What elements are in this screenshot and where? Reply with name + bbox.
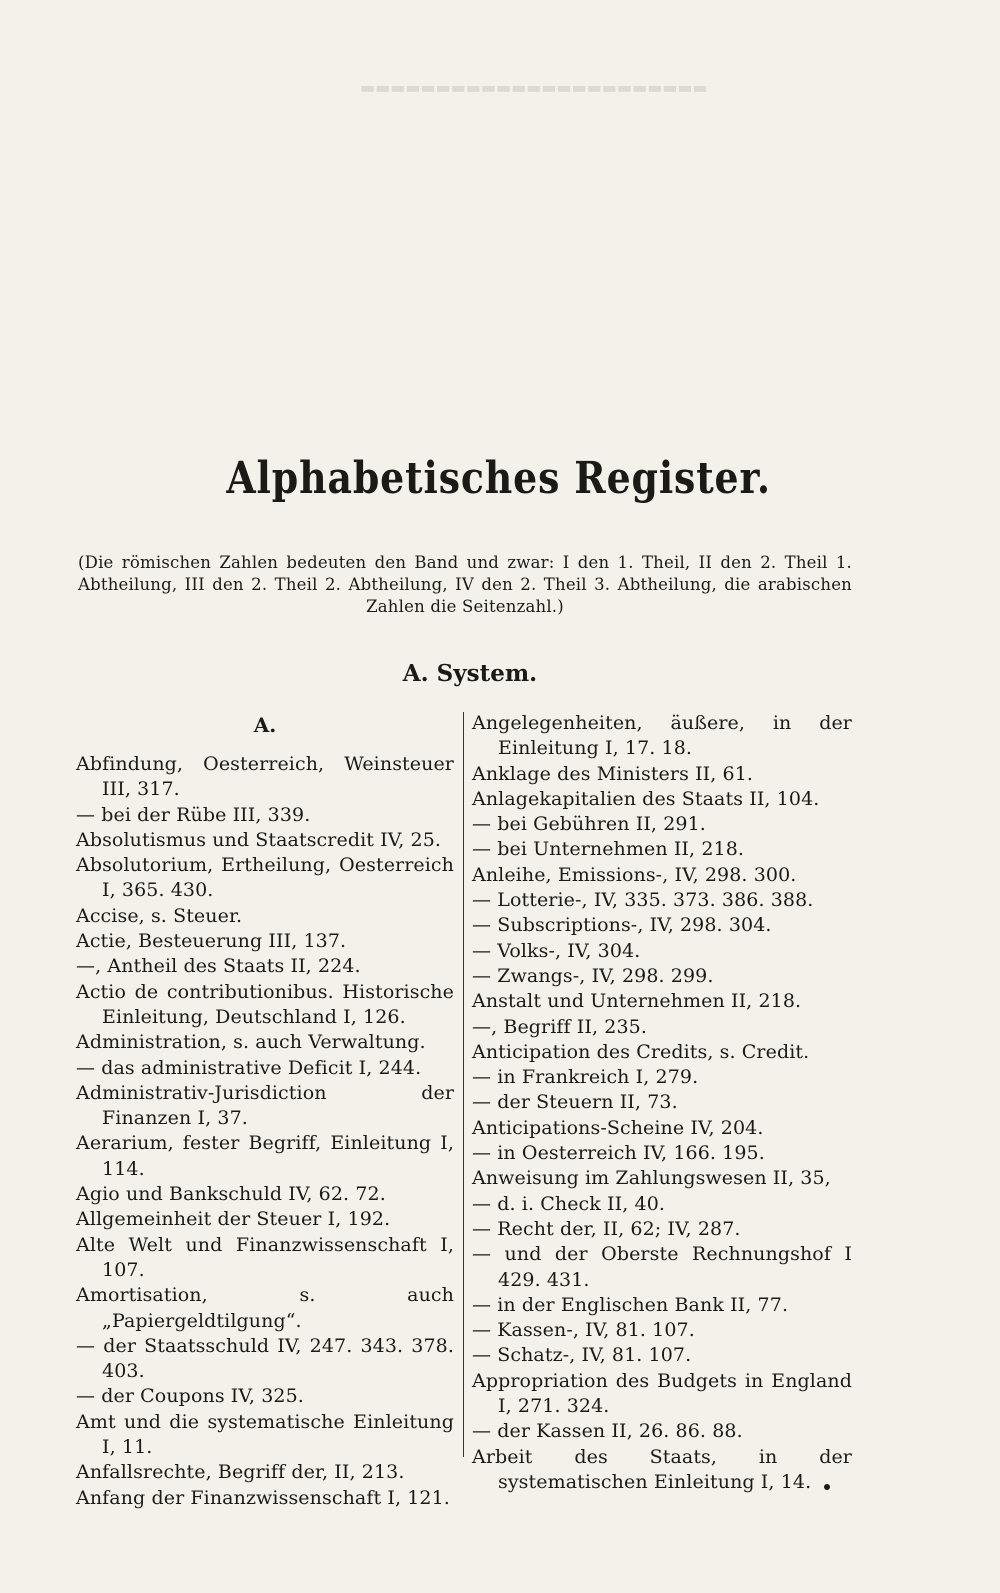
letter-heading: A. bbox=[253, 713, 277, 737]
column-divider bbox=[463, 712, 464, 1457]
bleed-through-header: ▬▬▬▬▬▬▬▬▬▬▬▬▬▬▬▬▬▬▬▬▬▬▬ bbox=[360, 78, 708, 97]
index-entry: Actio de contributionibus. Historische Einleitung, Deutschland I, 126. bbox=[76, 980, 454, 1028]
index-entry: — bei Gebühren II, 291. bbox=[472, 813, 706, 836]
index-entry: Allgemeinheit der Steuer I, 192. bbox=[76, 1208, 391, 1231]
index-entry: Arbeit des Staats, in der systematischen Einleitung I, 14. bbox=[472, 1445, 852, 1493]
index-entry: Angelegenheiten, äußere, in der Einleitung I, 17. 18. bbox=[472, 712, 852, 760]
index-entry: Actie, Besteuerung III, 137. bbox=[76, 930, 347, 953]
index-entry: Agio und Bankschuld IV, 62. 72. bbox=[76, 1183, 386, 1206]
index-entry: Administrativ-Jurisdiction der Finanzen I, 37. bbox=[76, 1081, 454, 1130]
index-entry: Aerarium, fester Begriff, Einleitung I, 114. bbox=[76, 1132, 454, 1180]
index-entry: Alte Welt und Finanzwissenschaft I, 107. bbox=[76, 1233, 454, 1281]
explanatory-note: (Die römischen Zahlen bedeuten den Band und zwar: I den 1. Theil, II den 2. Theil 1. Abtheilung, III den 2. Theil 2. Abtheilung, IV den 2. Theil 3. Abtheilung, die arabischen Zahlen die Seitenzahl.) bbox=[78, 553, 852, 616]
index-entry: Anstalt und Unternehmen II, 218. bbox=[472, 990, 802, 1013]
index-entry: —, Antheil des Staats II, 224. bbox=[76, 955, 361, 978]
index-entry: Anlagekapitalien des Staats II, 104. bbox=[472, 787, 820, 810]
index-entry: — Zwangs-, IV, 298. 299. bbox=[472, 964, 714, 987]
index-entry: — Kassen-, IV, 81. 107. bbox=[472, 1319, 695, 1342]
index-entry: Abfindung, Oesterreich, Weinsteuer III, 317. bbox=[76, 753, 454, 801]
index-entry: Amt und die systematische Einleitung I, 11. bbox=[76, 1410, 454, 1459]
index-entry: —, Begriff II, 235. bbox=[472, 1015, 648, 1038]
index-entry: Anleihe, Emissions-, IV, 298. 300. bbox=[472, 863, 797, 886]
index-entry: — der Kassen II, 26. 86. 88. bbox=[472, 1420, 743, 1443]
index-entry: Amortisation, s. auch „Papiergeldtilgung“. bbox=[76, 1284, 454, 1332]
index-entry: — bei Unternehmen II, 218. bbox=[472, 838, 745, 861]
printer-dot bbox=[824, 1484, 830, 1490]
index-entry: — der Steuern II, 73. bbox=[472, 1091, 678, 1114]
index-entry: — das administrative Deficit I, 244. bbox=[76, 1056, 422, 1079]
index-entry: Anticipations-Scheine IV, 204. bbox=[472, 1116, 764, 1139]
index-entry: — der Coupons IV, 325. bbox=[76, 1385, 304, 1408]
index-entry: — bei der Rübe III, 339. bbox=[76, 803, 311, 826]
index-entry: — Subscriptions-, IV, 298. 304. bbox=[472, 914, 772, 937]
index-list-left bbox=[76, 752, 454, 1511]
index-entry: — der Staatsschuld IV, 247. 343. 378. 403. bbox=[76, 1334, 454, 1383]
index-entry: Anklage des Ministers II, 61. bbox=[472, 762, 754, 785]
index-entry: Anfallsrechte, Begriff der, II, 213. bbox=[76, 1461, 405, 1484]
index-entry: Accise, s. Steuer. bbox=[76, 904, 243, 927]
index-entry: — in der Englischen Bank II, 77. bbox=[472, 1293, 789, 1316]
index-entry: — Schatz-, IV, 81. 107. bbox=[472, 1344, 692, 1367]
index-entry: — in Oesterreich IV, 166. 195. bbox=[472, 1142, 765, 1165]
index-entry: — in Frankreich I, 279. bbox=[472, 1066, 699, 1089]
index-entry: — d. i. Check II, 40. bbox=[472, 1192, 666, 1215]
index-entry: Appropriation des Budgets in England I, 271. 324. bbox=[472, 1369, 852, 1418]
index-entry: Anweisung im Zahlungswesen II, 35, bbox=[472, 1167, 831, 1190]
index-list-right bbox=[472, 711, 852, 1495]
index-entry: Administration, s. auch Verwaltung. bbox=[76, 1031, 426, 1054]
index-entry: — Lotterie-, IV, 335. 373. 386. 388. bbox=[472, 889, 814, 912]
index-column-left bbox=[76, 711, 454, 1511]
section-heading: A. System. bbox=[402, 660, 538, 687]
index-entry: Anfang der Finanzwissenschaft I, 121. bbox=[76, 1486, 450, 1509]
index-entry: Absolutismus und Staatscredit IV, 25. bbox=[76, 828, 442, 851]
index-entry: — Recht der, II, 62; IV, 287. bbox=[472, 1217, 741, 1240]
page-title: Alphabetisches Register. bbox=[226, 453, 771, 504]
index-entry: — und der Oberste Rechnungshof I 429. 431. bbox=[472, 1243, 852, 1291]
index-entry: Absolutorium, Ertheilung, Oesterreich I, 365. 430. bbox=[76, 854, 454, 902]
index-entry: — Volks-, IV, 304. bbox=[472, 939, 641, 962]
index-entry: Anticipation des Credits, s. Credit. bbox=[472, 1040, 810, 1063]
index-column-right bbox=[472, 711, 852, 1495]
